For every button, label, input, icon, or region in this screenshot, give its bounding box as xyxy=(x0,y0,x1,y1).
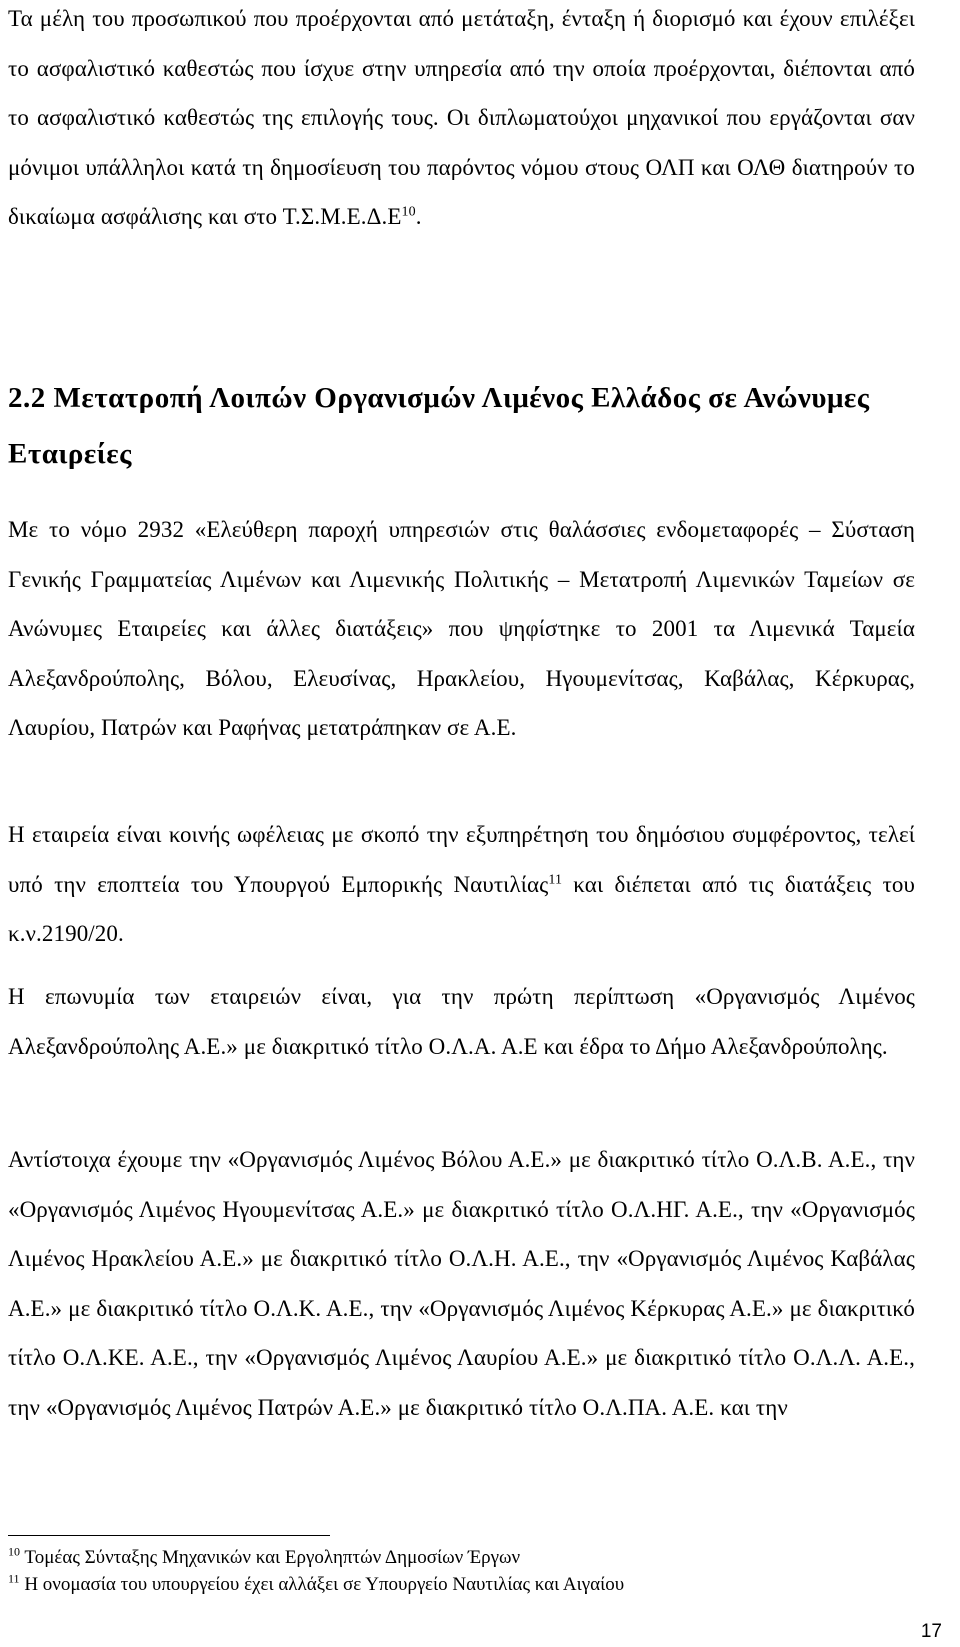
paragraph-company xyxy=(8,810,915,959)
footnote-ref-10: 10 xyxy=(401,204,416,220)
intro-paragraph-text: Τα μέλη του προσωπικού που προέρχονται από μετάταξη, ένταξη ή διορισμό και έχουν επιλέξει το ασφαλιστικό καθεστώς που ίσχυε στην υπηρεσία από την οποία προέρχονται, διέπονται από το ασφαλιστικό καθεστώς της επιλογής τους. Οι διπλωματούχοι μηχανικοί που εργάζονται σαν μόνιμοι υπάλληλοι κατά τη δημοσίευση του παρόντος νόμου στους ΟΛΠ και ΟΛΘ διατηρούν το δικαίωμα ασφάλισης και στο Τ.Σ.Μ.Ε.Δ.Ε xyxy=(8,6,915,229)
section-heading: 2.2 Μετατροπή Λοιπών Οργανισμών Λιμένος Ελλάδος σε Ανώνυμες Εταιρείες xyxy=(8,382,870,470)
footnote-number: 10 xyxy=(8,1544,20,1559)
page-number: 17 xyxy=(920,1621,942,1642)
footnote-10 xyxy=(8,1546,520,1570)
intro-paragraph-end: . xyxy=(415,204,422,229)
footnote-separator xyxy=(8,1535,330,1536)
intro-paragraph xyxy=(8,0,915,242)
footnote-text: Τομέας Σύνταξης Μηχανικών και Εργοληπτών Δημοσίων Έργων xyxy=(24,1547,521,1568)
footnote-number: 11 xyxy=(8,1571,20,1586)
paragraph-name: Η επωνυμία των εταιρειών είναι, για την πρώτη περίπτωση «Οργανισμός Λιμένος Αλεξανδρούπολης Α.Ε.» με διακριτικό τίτλο Ο.Λ.Α. Α.Ε και έδρα το Δήμο Αλεξανδρούπολης. xyxy=(8,984,915,1059)
footnote-text: Η ονομασία του υπουργείου έχει αλλάξει σε Υπουργείο Ναυτιλίας και Αιγαίου xyxy=(24,1574,625,1595)
paragraph-law: Με το νόμο 2932 «Ελεύθερη παροχή υπηρεσιών στις θαλάσσιες ενδομεταφορές – Σύσταση Γενικής Γραμματείας Λιμένων και Λιμενικής Πολιτικής – Μετατροπή Λιμενικών Ταμείων σε Ανώνυμες Εταιρείες και άλλες διατάξεις» που ψηφίστηκε το 2001 τα Λιμενικά Ταμεία Αλεξανδρούπολης, Βόλου, Ελευσίνας, Ηρακλείου, Ηγουμενίτσας, Καβάλας, Κέρκυρας, Λαυρίου, Πατρών και Ραφήνας μετατράπηκαν σε Α.Ε. xyxy=(8,517,915,740)
footnote-11 xyxy=(8,1573,624,1597)
paragraph-titles: Αντίστοιχα έχουμε την «Οργανισμός Λιμένος Βόλου Α.Ε.» με διακριτικό τίτλο Ο.Λ.Β. Α.Ε., την «Οργανισμός Λιμένος Ηγουμενίτσας Α.Ε.» με διακριτικό τίτλο Ο.Λ.ΗΓ. Α.Ε., την «Οργανισμός Λιμένος Ηρακλείου Α.Ε.» με διακριτικό τίτλο Ο.Λ.Η. Α.Ε., την «Οργανισμός Λιμένος Καβάλας Α.Ε.» με διακριτικό τίτλο Ο.Λ.Κ. Α.Ε., την «Οργανισμός Λιμένος Κέρκυρας Α.Ε.» με διακριτικό τίτλο Ο.Λ.ΚΕ. Α.Ε., την «Οργανισμός Λιμένος Λαυρίου Α.Ε.» με διακριτικό τίτλο Ο.Λ.Λ. Α.Ε., την «Οργανισμός Λιμένος Πατρών Α.Ε.» με διακριτικό τίτλο Ο.Λ.ΠΑ. Α.Ε. και την xyxy=(8,1147,915,1420)
paragraph-company-before: Η εταιρεία είναι κοινής ωφέλειας με σκοπό την εξυπηρέτηση του δημόσιου συμφέροντος, τελεί υπό την εποπτεία του Υπουργού Εμπορικής Ναυτιλίας xyxy=(8,822,915,897)
footnote-ref-11: 11 xyxy=(548,871,563,887)
paragraph-company-after: και διέπεται από τις διατάξεις του κ.ν.2190/20. xyxy=(8,871,915,946)
